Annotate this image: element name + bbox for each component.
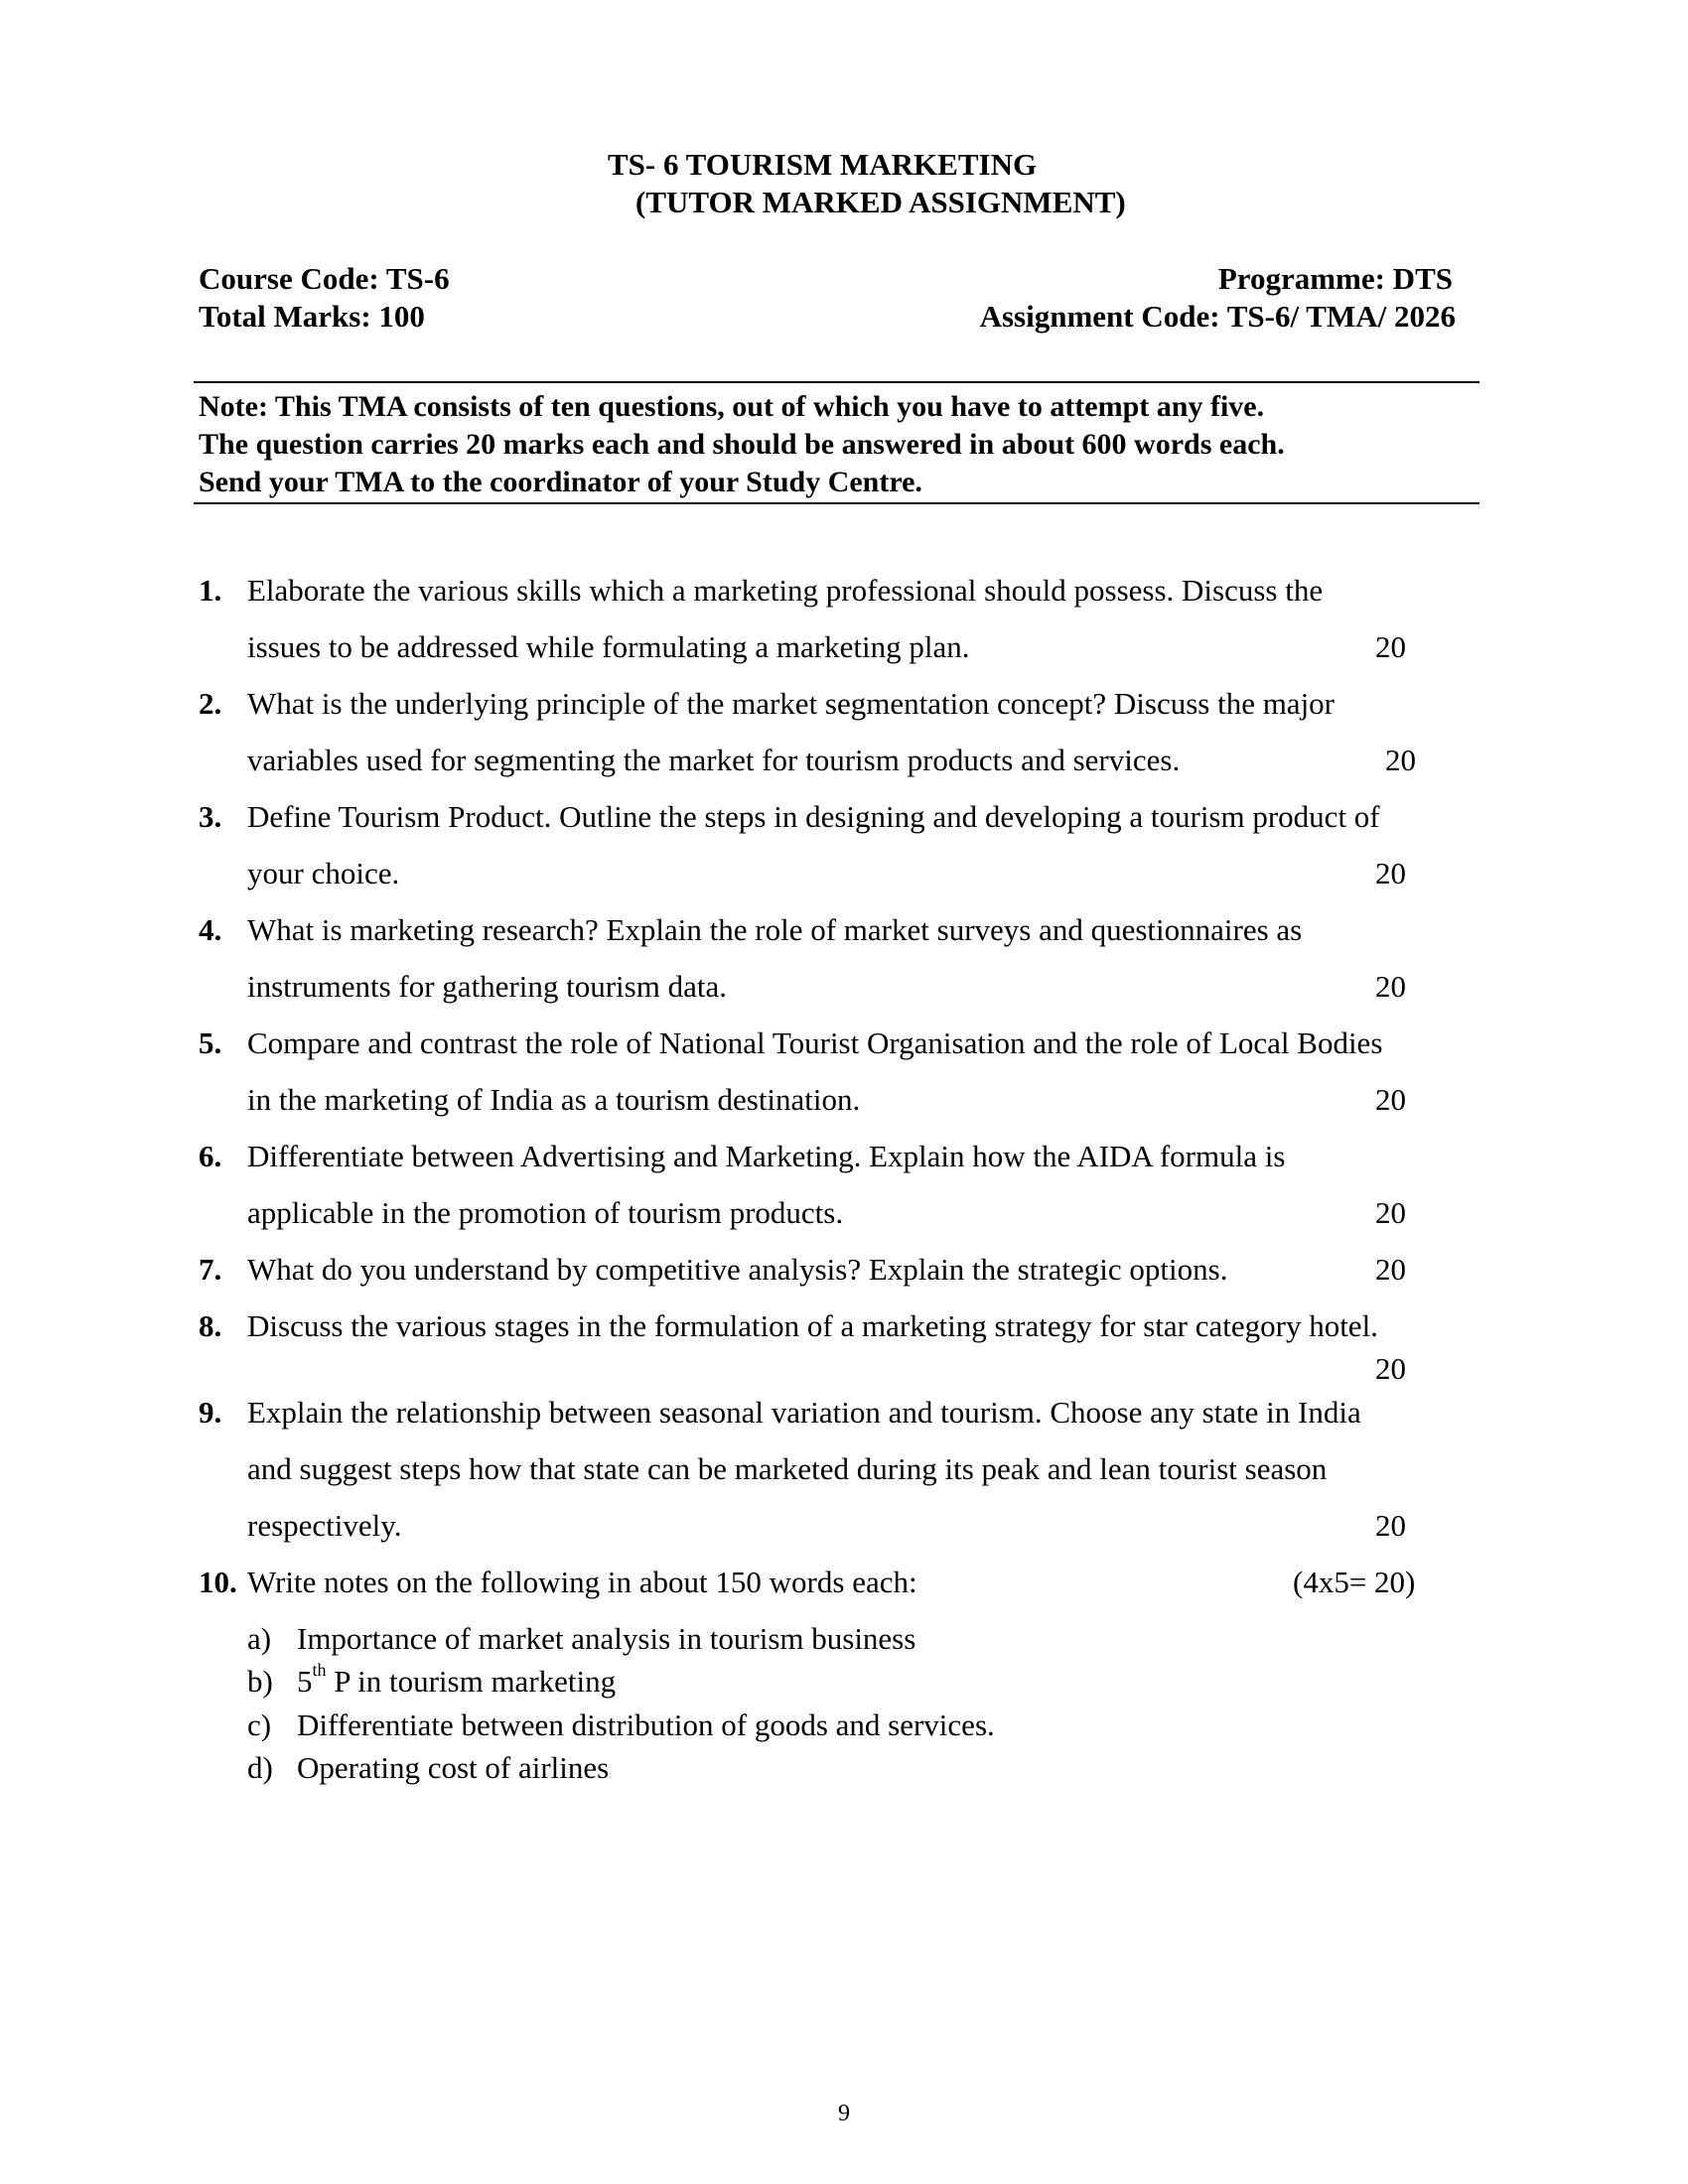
question-marks: 20 [1375, 969, 1406, 1004]
question-text: your choice. [247, 856, 400, 890]
question-marks: 20 [1385, 743, 1416, 777]
sub-item-label: a) [247, 1621, 272, 1656]
sub-item-text: Importance of market analysis in tourism business [297, 1621, 916, 1656]
question-marks: 20 [1375, 1195, 1406, 1230]
question-marks: 20 [1375, 856, 1406, 890]
course-code: Course Code: TS-6 [199, 261, 450, 296]
question-text: instruments for gathering tourism data. [247, 969, 727, 1004]
question-marks: 20 [1375, 1508, 1406, 1543]
programme: Programme: DTS [1217, 261, 1453, 296]
total-marks: Total Marks: 100 [199, 299, 425, 334]
question-text: What is marketing research? Explain the role of market surveys and questionnaires as [247, 912, 1303, 947]
document-title: TS- 6 TOURISM MARKETING [608, 147, 1038, 182]
sub-item-text: Operating cost of airlines [297, 1750, 610, 1785]
question-text: Differentiate between Advertising and Marketing. Explain how the AIDA formula is [247, 1139, 1286, 1173]
question-number: 6. [199, 1139, 222, 1173]
question-number: 9. [199, 1395, 222, 1430]
note-line-3: Send your TMA to the coordinator of your Study Centre. [199, 466, 922, 498]
page-number: 9 [838, 2101, 850, 2126]
ordinal-number: 5 [297, 1664, 313, 1699]
question-number: 4. [199, 912, 222, 947]
question-text: What is the underlying principle of the market segmentation concept? Discuss the major [247, 686, 1336, 721]
sub-item-label: c) [247, 1707, 272, 1742]
question-text: Write notes on the following in about 150 words each: [247, 1565, 917, 1599]
question-marks: 20 [1375, 629, 1406, 664]
note-top-rule [194, 381, 1479, 383]
question-number: 3. [199, 799, 222, 834]
question-number: 2. [199, 686, 222, 721]
sub-item-text: Differentiate between distribution of goods and services. [297, 1707, 995, 1742]
question-text: Define Tourism Product. Outline the steps in designing and developing a tourism product of [247, 799, 1380, 834]
question-number: 8. [199, 1308, 222, 1343]
assignment-code: Assignment Code: TS-6/ TMA/ 2026 [979, 299, 1456, 334]
question-text: Elaborate the various skills which a marketing professional should possess. Discuss the [247, 573, 1324, 608]
question-marks: 20 [1375, 1252, 1406, 1287]
question-text: applicable in the promotion of tourism products. [247, 1195, 844, 1230]
question-marks: 20 [1375, 1351, 1406, 1386]
question-text: respectively. [247, 1508, 402, 1543]
note-line-1: Note: This TMA consists of ten questions, out of which you have to attempt any five. [199, 390, 1265, 423]
question-text: Discuss the various stages in the formulation of a marketing strategy for star category hotel. [247, 1308, 1378, 1343]
question-text: issues to be addressed while formulating a marketing plan. [247, 629, 970, 664]
question-number: 10. [199, 1565, 237, 1599]
sub-item-text-rest: P in tourism marketing [326, 1664, 617, 1699]
question-number: 1. [199, 573, 222, 608]
question-text: and suggest steps how that state can be marketed during its peak and lean tourist season [247, 1451, 1328, 1486]
question-text: What do you understand by competitive analysis? Explain the strategic options. [247, 1252, 1228, 1287]
sub-item-label: b) [247, 1664, 273, 1699]
question-marks: (4x5= 20) [1293, 1565, 1416, 1599]
note-bottom-rule [194, 502, 1479, 504]
sub-item-text [297, 1660, 617, 1700]
note-line-2: The question carries 20 marks each and should be answered in about 600 words each. [199, 428, 1285, 461]
question-number: 5. [199, 1025, 222, 1060]
question-text: Compare and contrast the role of National Tourist Organisation and the role of Local Bodies [247, 1025, 1383, 1060]
question-marks: 20 [1375, 1082, 1406, 1117]
question-text: variables used for segmenting the market for tourism products and services. [247, 743, 1181, 777]
question-text: Explain the relationship between seasonal variation and tourism. Choose any state in India [247, 1395, 1361, 1430]
sub-item-label: d) [247, 1750, 273, 1785]
question-number: 7. [199, 1252, 222, 1287]
document-subtitle: (TUTOR MARKED ASSIGNMENT) [635, 185, 1126, 219]
ordinal-suffix: th [312, 1660, 327, 1680]
question-text: in the marketing of India as a tourism destination. [247, 1082, 861, 1117]
